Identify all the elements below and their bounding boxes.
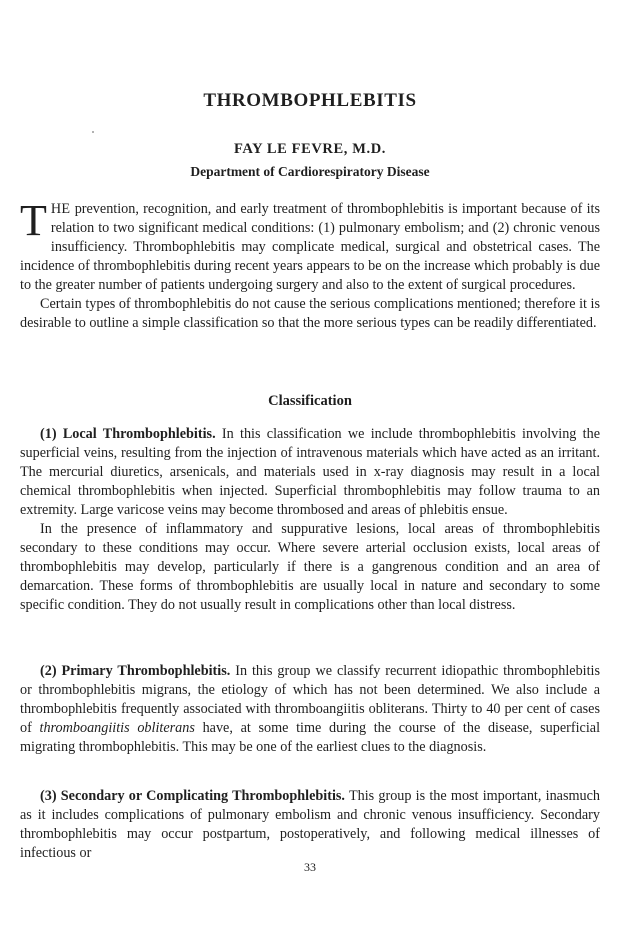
primary-italic-term: thromboangiitis obliterans xyxy=(39,720,195,736)
intro-section xyxy=(20,196,601,333)
local-section xyxy=(20,425,600,615)
primary-section xyxy=(20,662,600,757)
intro-paragraph-2: Certain types of thrombophlebitis do not cause the serious complications mentioned; therefore it is desirable to outline a simple classification so that the more serious types can be readily differentiated. xyxy=(20,296,600,331)
article-page xyxy=(20,0,600,951)
local-paragraph-2: In the presence of inflammatory and suppurative lesions, local areas of thrombophlebitis secondary to these conditions may occur. Where severe arterial occlusion exists, local areas of thrombophlebitis may develop, particularly if there is a gangrenous condition and an area of demarcation. These forms of thrombophlebitis are usually local in nature and secondary to some specific condition. They do not usually result in complications other than local distress. xyxy=(20,521,600,613)
secondary-text: This group is the most important, inasmuch as it includes complications of pulmonary embolism and chronic venous insufficiency. Secondary thrombophlebitis may occur postpartum, postoperatively, and following medical illnesses of infectious or xyxy=(20,788,601,861)
drop-cap: T xyxy=(20,196,47,245)
secondary-paragraph xyxy=(20,787,600,863)
primary-text-a: In this group we classify recurrent idiopathic thrombophlebitis or thrombophlebitis migrans, the etiology of which has not been determined. We also include a thrombophlebitis frequently associated with thromboangiitis obliterans. Thirty to 40 per cent of cases of xyxy=(20,663,601,736)
primary-run-in-heading: (2) Primary Thrombophlebitis. xyxy=(40,663,231,679)
intro-paragraph-1-text: prevention, recognition, and early treatment of thrombophlebitis is important because of its relation to two significant medical conditions: (1) pulmonary embolism; and (2) chronic venous insufficiency. Thrombophlebitis may complicate medical, surgical and obstetrical cases. The incidence of thrombophlebitis during recent years appears to be on the increase which probably is due to the greater number of patients undergoing surgery and also to the extent of surgical procedures. xyxy=(20,201,601,293)
section-heading-classification: Classification xyxy=(268,393,352,409)
local-run-in-heading: (1) Local Thrombophlebitis. xyxy=(40,426,216,442)
local-paragraph-1 xyxy=(20,425,600,520)
intro-paragraph-1 xyxy=(20,196,601,295)
author-department: Department of Cardiorespiratory Disease xyxy=(190,164,430,179)
primary-paragraph xyxy=(20,662,600,757)
primary-text-b: have, at some time during the course of the disease, superficial migrating thrombophlebitis. This may be one of the earliest clues to the diagnosis. xyxy=(20,720,601,755)
secondary-section xyxy=(20,787,600,863)
page-number: 33 xyxy=(304,860,316,874)
secondary-run-in-heading: (3) Secondary or Complicating Thrombophlebitis. xyxy=(40,788,345,804)
local-paragraph-1-text: In this classification we include thrombophlebitis involving the superficial veins, resulting from the injection of intravenous materials which have acted as an irritant. The mercurial diuretics, arsenicals, and materials used in x-ray diagnosis may result in a local chemical thrombophlebitis when injected. Superficial thrombophlebitis may follow trauma to an extremity. Large varicose veins may become thrombosed and areas of phlebitis ensue. xyxy=(20,426,600,518)
page-speck xyxy=(92,131,94,133)
author-name: FAY LE FEVRE, M.D. xyxy=(233,141,387,157)
article-title: THROMBOPHLEBITIS xyxy=(203,90,417,111)
intro-lead-word: HE xyxy=(50,201,71,217)
